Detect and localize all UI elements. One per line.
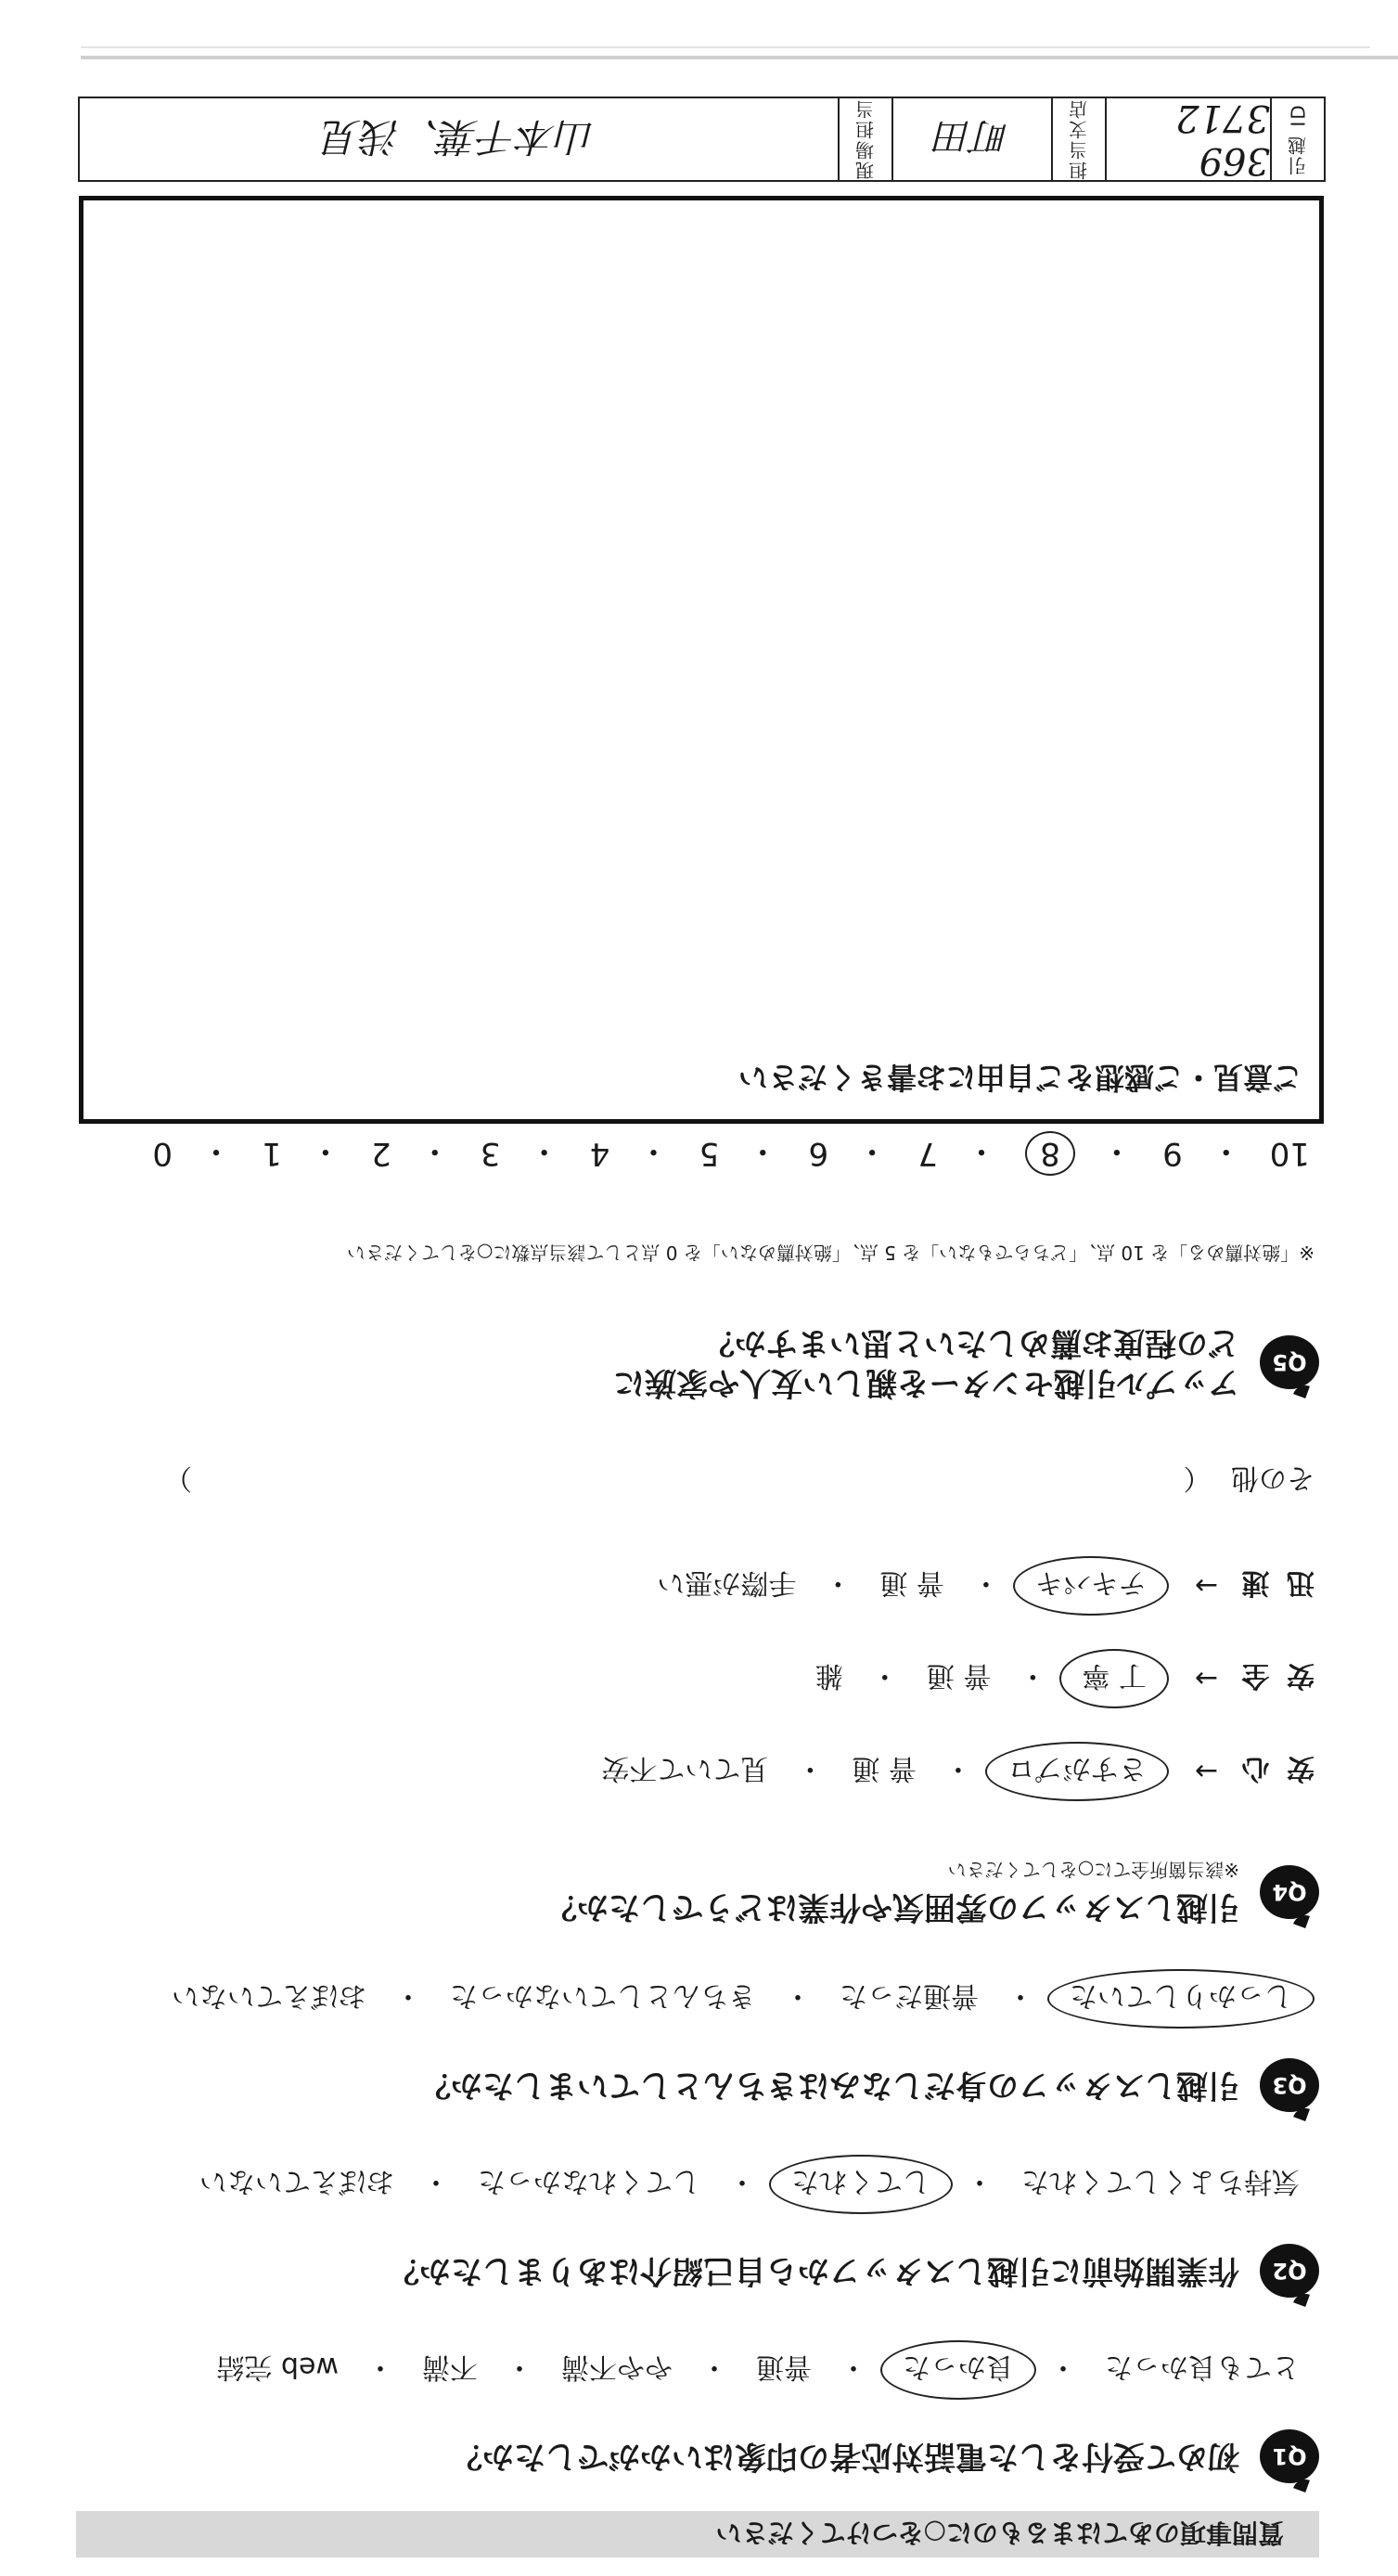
scale-option[interactable]: 10 <box>1269 1135 1310 1173</box>
instruction-band <box>76 2511 1319 2557</box>
q4-question: 引越しスタッフの雰囲気や作業はどうでしたか？ <box>545 1888 1239 1926</box>
branch-value: 町田 <box>891 98 1051 180</box>
q5-line2: どの程度お薦めしたいと思いますか？ <box>703 1324 1239 1362</box>
arrow-icon: → <box>1194 1662 1218 1695</box>
q4-option-selected[interactable]: テキパキ <box>1013 1556 1169 1616</box>
id-label: 引越 ID <box>1270 98 1324 180</box>
field-staff-value: 山本千葉、浅見 <box>322 114 596 160</box>
q4-option[interactable]: 手際が悪い <box>657 1566 797 1599</box>
arrow-icon: → <box>1194 1755 1218 1788</box>
q1-option[interactable]: やや不満 <box>561 2351 673 2383</box>
scale-option[interactable]: 6 <box>808 1135 829 1173</box>
q4-row-label: 安 心 <box>1238 1752 1315 1784</box>
question-1 <box>451 2429 1319 2483</box>
q3-option[interactable]: おぼえていない <box>172 1979 366 2012</box>
scan-edge-line <box>81 46 1370 48</box>
q3-option[interactable]: 普通だった <box>840 1979 979 2012</box>
question-3 <box>419 2058 1319 2112</box>
q5-line1: アップル引越センターを親しい友人や家族に <box>613 1364 1239 1401</box>
q4-row-anshin: 安 心 → さすがプロ ・ 普 通 ・ 見ていて不安 <box>586 1742 1315 1801</box>
q4-option[interactable]: 普 通 <box>852 1752 917 1784</box>
q3-option[interactable]: きちんとしていなかった <box>450 1979 756 2012</box>
q3-options: しっかりしていた ・ 普通だった ・ きちんとしていなかった ・ おぼえていない <box>157 1969 1315 2029</box>
q4-option-selected[interactable]: さすがプロ <box>985 1742 1169 1801</box>
field-staff-label: 現場担当 <box>838 98 891 180</box>
q1-option-selected[interactable]: 良かった <box>880 2340 1036 2400</box>
q2-options: 気持ちよくしてくれた ・ してくれた ・ してくれなかった ・ おぼえていない <box>185 2155 1315 2214</box>
q1-option[interactable]: とても良かった <box>1105 2351 1300 2383</box>
q4-row-label: 安 全 <box>1238 1659 1315 1692</box>
question-5 <box>613 1323 1319 1402</box>
question-4 <box>545 1859 1319 1927</box>
q1-option[interactable]: 不満 <box>422 2351 478 2383</box>
q4-other-open: （ <box>1183 1462 1212 1494</box>
q3-text: 引越しスタッフの身だしなみはきちんとしていましたか？ <box>419 2067 1239 2105</box>
scale-option[interactable]: 7 <box>917 1135 938 1173</box>
q2-badge: Q2 <box>1260 2244 1319 2298</box>
q4-badge: Q4 <box>1260 1865 1319 1919</box>
scale-option[interactable]: 2 <box>371 1135 391 1173</box>
q4-option[interactable]: 雑 <box>814 1659 843 1692</box>
arrow-icon: → <box>1194 1569 1218 1603</box>
id-value: 369 3712 <box>1105 98 1270 180</box>
q4-other[interactable] <box>164 1461 1315 1501</box>
scale-option-selected[interactable]: 8 <box>1025 1132 1075 1177</box>
comments-box[interactable] <box>79 196 1324 1124</box>
q2-option[interactable]: してくれなかった <box>478 2165 700 2197</box>
q4-option-selected[interactable]: 丁 寧 <box>1059 1649 1169 1708</box>
q4-other-close: ） <box>164 1462 192 1494</box>
q5-note: ※「絶対薦める」を 10 点、「どちらでもない」を 5 点、「絶対薦めない」を 0 点として該当点数に○をしてください <box>346 1242 1315 1264</box>
scale-option[interactable]: 4 <box>589 1135 610 1173</box>
q4-note: ※該当箇所全てに○をしてください <box>947 1859 1239 1882</box>
q4-option[interactable]: 普 通 <box>879 1566 944 1599</box>
q2-option[interactable]: 気持ちよくしてくれた <box>1021 2165 1300 2197</box>
q5-text <box>613 1323 1239 1402</box>
q2-text: 作業開始前に引越しスタッフから自己紹介はありましたか？ <box>388 2252 1239 2290</box>
q1-text: 初めて受付をした電話対応者の印象はいかがでしたか？ <box>451 2438 1239 2476</box>
q2-option-selected[interactable]: してくれた <box>769 2155 953 2214</box>
q3-badge: Q3 <box>1260 2058 1319 2112</box>
question-2 <box>388 2244 1319 2298</box>
staff-id-table <box>78 97 1326 182</box>
instruction-text: 質問事項のあてはまるものに○をつけてください <box>715 2518 1284 2548</box>
q1-option[interactable]: 普通 <box>756 2351 812 2383</box>
scale-option[interactable]: 0 <box>152 1135 173 1173</box>
q4-row-anzen: 安 全 → 丁 寧 ・ 普 通 ・ 雑 <box>801 1649 1315 1708</box>
q4-option[interactable]: 見ていて不安 <box>601 1752 769 1784</box>
q1-badge: Q1 <box>1260 2429 1319 2483</box>
q4-other-label: その他 <box>1231 1462 1315 1494</box>
q4-option[interactable]: 普 通 <box>926 1659 992 1692</box>
scan-edge-line <box>81 56 1398 59</box>
scale-option[interactable]: 5 <box>699 1135 720 1173</box>
q1-option[interactable]: web 完結 <box>216 2351 339 2383</box>
q5-scale: 10 ・ 9 ・ 8 ・ 7 ・ 6 ・ 5 ・ 4 ・ 3 ・ 2 ・ 1 ・ 0 <box>150 1131 1310 1177</box>
scale-option[interactable]: 3 <box>480 1135 501 1173</box>
q4-text <box>545 1859 1239 1927</box>
q1-options: とても良かった ・ 良かった ・ 普通 ・ やや不満 ・ 不満 ・ web 完結 <box>201 2340 1315 2400</box>
scale-option[interactable]: 1 <box>262 1135 282 1173</box>
branch-label: 担当支店 <box>1051 98 1105 180</box>
q4-row-jinsoku: 迅 速 → テキパキ ・ 普 通 ・ 手際が悪い <box>642 1556 1315 1616</box>
q5-badge: Q5 <box>1260 1336 1319 1390</box>
scale-option[interactable]: 9 <box>1162 1135 1183 1173</box>
q3-option-selected[interactable]: しっかりしていた <box>1047 1969 1315 2029</box>
q4-row-label: 迅 速 <box>1238 1566 1315 1599</box>
q2-option[interactable]: おぼえていない <box>199 2165 394 2197</box>
comments-title: ご意見・ご感想をご自由にお書きください <box>737 1060 1302 1095</box>
